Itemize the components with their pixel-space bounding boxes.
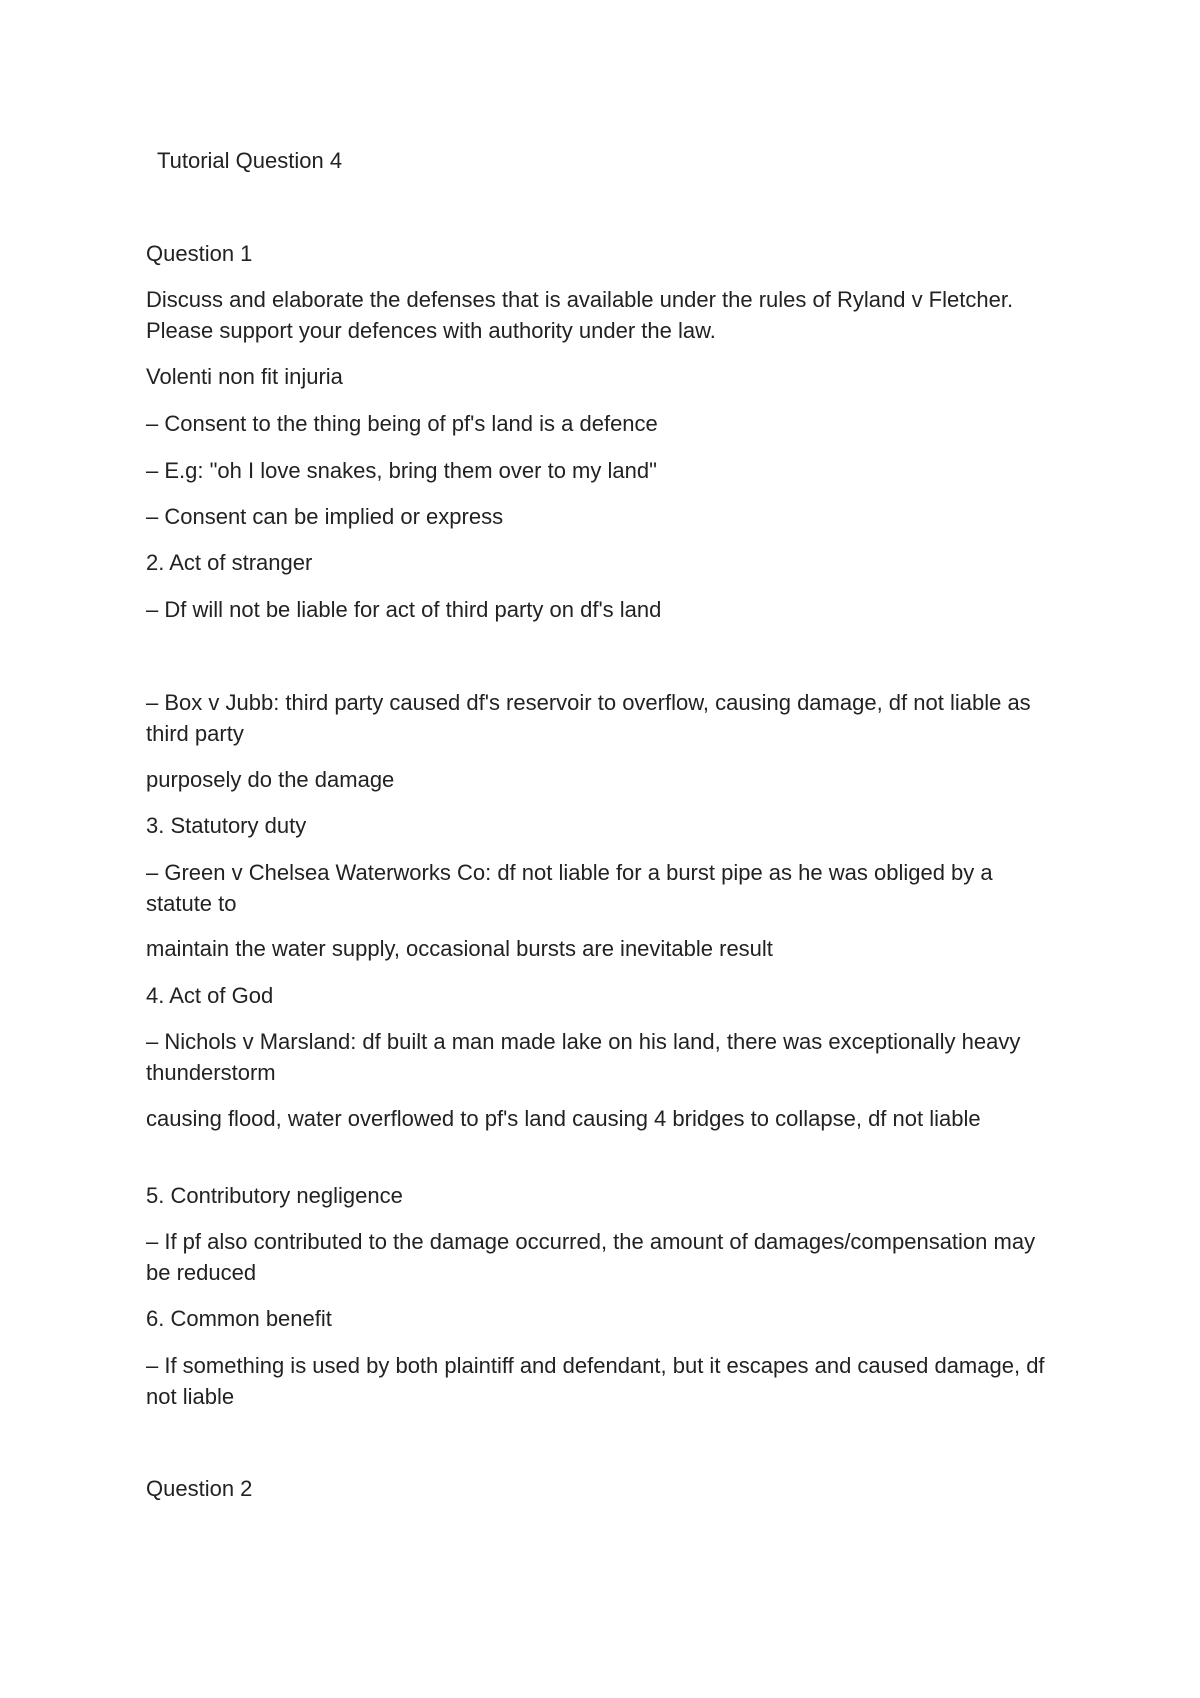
document-title: Tutorial Question 4 — [157, 148, 343, 173]
question-2-heading: Question 2 — [146, 1476, 253, 1501]
contributory-heading: 5. Contributory negligence — [146, 1183, 403, 1208]
statutory-heading: 3. Statutory duty — [146, 813, 307, 838]
question-1-prompt: Discuss and elaborate the defenses that is available under the rules of Ryland v Fletcher. Please support your defences with authority under the law. — [146, 287, 1014, 343]
common-benefit-point-1: – If something is used by both plaintiff and defendant, but it escapes and caused damage, df not liable — [146, 1353, 1045, 1409]
volenti-point-1: – Consent to the thing being of pf's land is a defence — [146, 411, 658, 436]
statutory-point-1-cont: maintain the water supply, occasional bursts are inevitable result — [146, 936, 773, 961]
volenti-point-2: – E.g: "oh I love snakes, bring them over to my land" — [146, 458, 657, 483]
question-1-heading: Question 1 — [146, 241, 253, 266]
statutory-point-1: – Green v Chelsea Waterworks Co: df not liable for a burst pipe as he was obliged by a statute to — [146, 860, 993, 916]
volenti-point-3: – Consent can be implied or express — [146, 504, 504, 529]
act-of-god-point-1: – Nichols v Marsland: df built a man made lake on his land, there was exceptionally heavy thunderstorm — [146, 1029, 1021, 1085]
stranger-point-2-cont: purposely do the damage — [146, 767, 395, 792]
act-of-god-heading: 4. Act of God — [146, 983, 274, 1008]
stranger-point-1: – Df will not be liable for act of third party on df's land — [146, 597, 662, 622]
contributory-point-1: – If pf also contributed to the damage occurred, the amount of damages/compensation may be reduced — [146, 1229, 1036, 1285]
stranger-heading: 2. Act of stranger — [146, 550, 313, 575]
volenti-heading: Volenti non fit injuria — [146, 364, 343, 389]
common-benefit-heading: 6. Common benefit — [146, 1306, 332, 1331]
stranger-point-2: – Box v Jubb: third party caused df's reservoir to overflow, causing damage, df not liable as third party — [146, 690, 1031, 746]
act-of-god-point-1-cont: causing flood, water overflowed to pf's land causing 4 bridges to collapse, df not liable — [146, 1106, 981, 1131]
